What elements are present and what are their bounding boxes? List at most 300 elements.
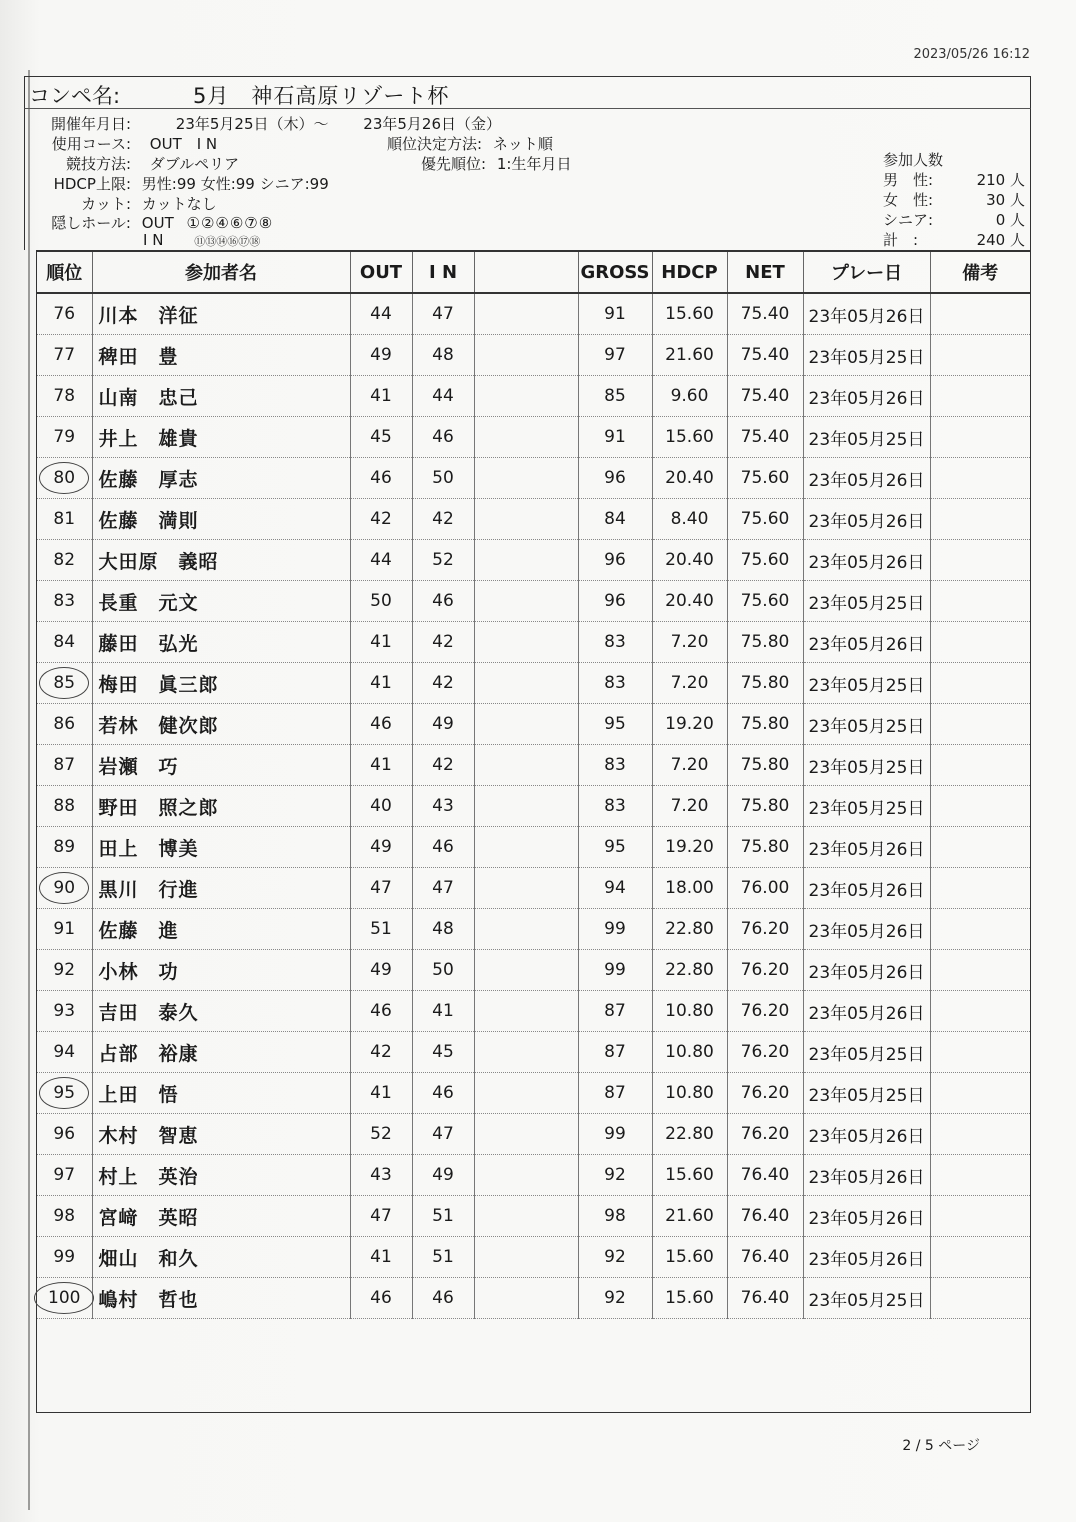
blank-cell	[474, 499, 578, 540]
play-date: 23年05月25日	[803, 1278, 930, 1319]
out-score: 44	[350, 293, 412, 335]
gross-score: 92	[578, 1155, 652, 1196]
blank-cell	[474, 458, 578, 499]
participant-name: 岩瀬 巧	[92, 745, 350, 786]
blank-cell	[474, 1155, 578, 1196]
blank-cell	[474, 868, 578, 909]
rank-number: 96	[53, 1124, 76, 1144]
gross-score: 96	[578, 581, 652, 622]
participant-name: 若林 健次郎	[92, 704, 350, 745]
blank-cell	[474, 786, 578, 827]
in-score: 42	[412, 745, 474, 786]
play-date: 23年05月26日	[803, 827, 930, 868]
circled-rank: 85	[47, 671, 81, 695]
participant-name: 占部 裕康	[92, 1032, 350, 1073]
blank-cell	[474, 704, 578, 745]
hdcp-value: 10.80	[652, 1073, 727, 1114]
in-score: 49	[412, 1155, 474, 1196]
remarks-cell	[930, 704, 1030, 745]
count-male-label: 男 性:	[883, 171, 934, 189]
cut-row	[29, 193, 217, 214]
net-score: 76.00	[727, 868, 803, 909]
play-date: 23年05月25日	[803, 745, 930, 786]
in-score: 49	[412, 704, 474, 745]
participant-name: 川本 洋征	[92, 293, 350, 335]
dates-row	[29, 113, 501, 134]
table-row	[37, 540, 1030, 581]
in-score: 47	[412, 293, 474, 335]
rank-cell	[37, 745, 92, 786]
hidden-in-label: I N	[143, 231, 164, 249]
rank-cell	[37, 1155, 92, 1196]
hdcp-value: 8.40	[652, 499, 727, 540]
rank-cell	[37, 1073, 92, 1114]
remarks-cell	[930, 745, 1030, 786]
hdcp-value: 18.00	[652, 868, 727, 909]
table-row	[37, 1196, 1030, 1237]
in-score: 42	[412, 499, 474, 540]
rank-cell	[37, 991, 92, 1032]
table-row	[37, 458, 1030, 499]
header-remarks: 備考	[930, 252, 1030, 293]
out-score: 49	[350, 827, 412, 868]
participant-name: 吉田 泰久	[92, 991, 350, 1032]
in-score: 43	[412, 786, 474, 827]
out-score: 46	[350, 1278, 412, 1319]
remarks-cell	[930, 417, 1030, 458]
header-net: NET	[727, 252, 803, 293]
rank-cell	[37, 499, 92, 540]
hdcp-value: 19.20	[652, 827, 727, 868]
rank-cell	[37, 786, 92, 827]
binding-edge	[28, 70, 30, 1510]
remarks-cell	[930, 909, 1030, 950]
in-score: 46	[412, 1073, 474, 1114]
count-senior-value: 0 人	[995, 211, 1025, 229]
rank-number: 83	[53, 591, 76, 611]
gross-score: 92	[578, 1278, 652, 1319]
gross-score: 98	[578, 1196, 652, 1237]
header-rank: 順位	[37, 252, 92, 293]
gross-score: 96	[578, 458, 652, 499]
net-score: 76.20	[727, 1073, 803, 1114]
participant-name: 井上 雄貴	[92, 417, 350, 458]
out-score: 49	[350, 335, 412, 376]
play-date: 23年05月26日	[803, 991, 930, 1032]
table-row	[37, 1032, 1030, 1073]
remarks-cell	[930, 663, 1030, 704]
in-score: 48	[412, 335, 474, 376]
play-date: 23年05月26日	[803, 622, 930, 663]
table-row	[37, 1237, 1030, 1278]
header-play-date: プレー日	[803, 252, 930, 293]
in-score: 51	[412, 1196, 474, 1237]
table-row	[37, 499, 1030, 540]
play-date: 23年05月26日	[803, 950, 930, 991]
table-row	[37, 950, 1030, 991]
net-score: 76.20	[727, 909, 803, 950]
remarks-cell	[930, 499, 1030, 540]
hidden-in-row	[143, 231, 260, 249]
in-score: 52	[412, 540, 474, 581]
hdcp-value: 15.60	[652, 293, 727, 335]
hdcp-value: 15.60	[652, 417, 727, 458]
net-score: 75.80	[727, 745, 803, 786]
out-score: 47	[350, 1196, 412, 1237]
out-score: 42	[350, 499, 412, 540]
hdcp-value: 15.60	[652, 1278, 727, 1319]
participant-name: 小林 功	[92, 950, 350, 991]
rank-cell	[37, 458, 92, 499]
gross-score: 87	[578, 991, 652, 1032]
gross-score: 83	[578, 786, 652, 827]
hdcp-value: 15.60	[652, 1237, 727, 1278]
net-score: 76.40	[727, 1278, 803, 1319]
remarks-cell	[930, 868, 1030, 909]
play-date: 23年05月26日	[803, 1196, 930, 1237]
out-score: 50	[350, 581, 412, 622]
out-score: 51	[350, 909, 412, 950]
hidden-out-holes: ①②④⑥⑦⑧	[186, 214, 274, 232]
participant-name: 田上 博美	[92, 827, 350, 868]
play-date: 23年05月25日	[803, 1073, 930, 1114]
remarks-cell	[930, 1032, 1030, 1073]
rank-cell	[37, 417, 92, 458]
hdcp-value: 7.20	[652, 786, 727, 827]
rank-cell	[37, 1278, 92, 1319]
hdcp-value: 15.60	[652, 1155, 727, 1196]
participant-name: 黒川 行進	[92, 868, 350, 909]
count-male-value: 210 人	[976, 171, 1025, 189]
play-date: 23年05月26日	[803, 909, 930, 950]
table-header-row	[37, 252, 1030, 293]
net-score: 75.40	[727, 335, 803, 376]
rank-number: 98	[53, 1206, 76, 1226]
gross-score: 87	[578, 1073, 652, 1114]
rank-number: 93	[53, 1001, 76, 1021]
out-score: 46	[350, 458, 412, 499]
hdcp-value: 20.40	[652, 581, 727, 622]
hdcp-value: 7.20	[652, 663, 727, 704]
hdcp-label: HDCP上限:	[53, 175, 131, 193]
remarks-cell	[930, 376, 1030, 417]
page-number: 2 / 5 ページ	[902, 1438, 980, 1454]
net-score: 75.60	[727, 458, 803, 499]
rank-number: 77	[53, 345, 76, 365]
net-score: 75.80	[727, 827, 803, 868]
circled-rank: 80	[47, 466, 81, 490]
gross-score: 92	[578, 1237, 652, 1278]
competition-label: コンペ名:	[29, 84, 121, 108]
table-row	[37, 1278, 1030, 1319]
participant-name: 藤田 弘光	[92, 622, 350, 663]
rank-number: 99	[53, 1247, 76, 1267]
table-row	[37, 622, 1030, 663]
play-date: 23年05月25日	[803, 335, 930, 376]
remarks-cell	[930, 991, 1030, 1032]
rank-cell	[37, 376, 92, 417]
participant-name: 佐藤 進	[92, 909, 350, 950]
out-score: 46	[350, 704, 412, 745]
play-date: 23年05月25日	[803, 663, 930, 704]
rank-cell	[37, 622, 92, 663]
play-date: 23年05月25日	[803, 1032, 930, 1073]
table-row	[37, 786, 1030, 827]
rank-number: 94	[53, 1042, 76, 1062]
rank-cell	[37, 581, 92, 622]
count-total-value: 240 人	[976, 231, 1025, 249]
play-date: 23年05月26日	[803, 376, 930, 417]
print-timestamp: 2023/05/26 16:12	[913, 47, 1030, 62]
gross-score: 84	[578, 499, 652, 540]
out-score: 40	[350, 786, 412, 827]
header-gross: GROSS	[578, 252, 652, 293]
play-date: 23年05月25日	[803, 581, 930, 622]
in-score: 42	[412, 663, 474, 704]
competition-info	[24, 108, 1031, 250]
net-score: 76.40	[727, 1237, 803, 1278]
play-date: 23年05月26日	[803, 540, 930, 581]
hdcp-value: 21.60	[652, 1196, 727, 1237]
in-score: 48	[412, 909, 474, 950]
dates-from: 23年5月25日（木）～	[175, 115, 329, 133]
gross-score: 85	[578, 376, 652, 417]
blank-cell	[474, 950, 578, 991]
remarks-cell	[930, 540, 1030, 581]
rank-number: 89	[53, 837, 76, 857]
participant-name: 村上 英治	[92, 1155, 350, 1196]
results-table	[37, 252, 1030, 1319]
rank-number: 82	[53, 550, 76, 570]
net-score: 75.60	[727, 499, 803, 540]
rank-cell	[37, 1196, 92, 1237]
hidden-holes-label: 隠しホール:	[51, 214, 131, 232]
rank-cell	[37, 1237, 92, 1278]
header-in: I N	[412, 252, 474, 293]
net-score: 75.80	[727, 704, 803, 745]
net-score: 75.80	[727, 663, 803, 704]
out-score: 52	[350, 1114, 412, 1155]
out-score: 46	[350, 991, 412, 1032]
in-score: 51	[412, 1237, 474, 1278]
in-score: 41	[412, 991, 474, 1032]
in-score: 46	[412, 1278, 474, 1319]
blank-cell	[474, 417, 578, 458]
remarks-cell	[930, 1237, 1030, 1278]
blank-cell	[474, 335, 578, 376]
rank-number: 81	[53, 509, 76, 529]
in-score: 46	[412, 581, 474, 622]
remarks-cell	[930, 950, 1030, 991]
participant-name: 上田 悟	[92, 1073, 350, 1114]
circled-rank: 90	[47, 876, 81, 900]
remarks-cell	[930, 1278, 1030, 1319]
rank-number: 79	[53, 427, 76, 447]
gross-score: 99	[578, 950, 652, 991]
participant-name: 木村 智恵	[92, 1114, 350, 1155]
net-score: 75.40	[727, 376, 803, 417]
table-row	[37, 745, 1030, 786]
rank-number: 91	[53, 919, 76, 939]
count-total-label: 計 :	[883, 231, 919, 249]
participant-name: 佐藤 厚志	[92, 458, 350, 499]
hdcp-value: 9.60	[652, 376, 727, 417]
out-score: 44	[350, 540, 412, 581]
hdcp-value: 7.20	[652, 622, 727, 663]
blank-cell	[474, 293, 578, 335]
gross-score: 83	[578, 745, 652, 786]
net-score: 75.60	[727, 581, 803, 622]
play-date: 23年05月26日	[803, 868, 930, 909]
table-row	[37, 827, 1030, 868]
priority-row	[421, 153, 571, 174]
hidden-holes-row	[29, 212, 273, 233]
participant-name: 宮﨑 英昭	[92, 1196, 350, 1237]
play-date: 23年05月26日	[803, 499, 930, 540]
hidden-in-holes: ⑪⑬⑭⑯⑰⑱	[194, 235, 261, 248]
remarks-cell	[930, 1073, 1030, 1114]
rank-cell	[37, 704, 92, 745]
out-score: 41	[350, 1237, 412, 1278]
out-score: 41	[350, 376, 412, 417]
method-row	[29, 153, 239, 174]
remarks-cell	[930, 786, 1030, 827]
in-score: 42	[412, 622, 474, 663]
participant-name: 山南 忠己	[92, 376, 350, 417]
hdcp-value: 22.80	[652, 1114, 727, 1155]
play-date: 23年05月26日	[803, 1114, 930, 1155]
hdcp-value: 19.20	[652, 704, 727, 745]
rank-cell	[37, 663, 92, 704]
gross-score: 99	[578, 1114, 652, 1155]
gross-score: 96	[578, 540, 652, 581]
ranking-value: ネット順	[492, 135, 553, 153]
out-score: 41	[350, 745, 412, 786]
out-score: 43	[350, 1155, 412, 1196]
out-score: 49	[350, 950, 412, 991]
play-date: 23年05月25日	[803, 704, 930, 745]
in-score: 45	[412, 1032, 474, 1073]
dates-label: 開催年月日:	[50, 115, 131, 133]
blank-cell	[474, 376, 578, 417]
table-body	[37, 293, 1030, 1319]
participant-name: 佐藤 満則	[92, 499, 350, 540]
rank-cell	[37, 293, 92, 335]
table-row	[37, 417, 1030, 458]
rank-cell	[37, 909, 92, 950]
participant-name: 大田原 義昭	[92, 540, 350, 581]
table-row	[37, 1114, 1030, 1155]
gross-score: 87	[578, 1032, 652, 1073]
rank-number: 97	[53, 1165, 76, 1185]
count-female-value: 30 人	[986, 191, 1025, 209]
rank-number: 78	[53, 386, 76, 406]
header-hdcp: HDCP	[652, 252, 727, 293]
hdcp-value: 20.40	[652, 540, 727, 581]
rank-cell	[37, 827, 92, 868]
blank-cell	[474, 1278, 578, 1319]
in-score: 47	[412, 1114, 474, 1155]
gross-score: 99	[578, 909, 652, 950]
table-row	[37, 1073, 1030, 1114]
blank-cell	[474, 1196, 578, 1237]
table-row	[37, 991, 1030, 1032]
table-row	[37, 1155, 1030, 1196]
header-out: OUT	[350, 252, 412, 293]
gross-score: 91	[578, 293, 652, 335]
course-value: OUT I N	[149, 135, 218, 153]
remarks-cell	[930, 458, 1030, 499]
blank-cell	[474, 1237, 578, 1278]
priority-label: 優先順位:	[421, 155, 487, 173]
rank-cell	[37, 868, 92, 909]
hdcp-value: 22.80	[652, 909, 727, 950]
gross-score: 83	[578, 663, 652, 704]
remarks-cell	[930, 581, 1030, 622]
hdcp-value: 10.80	[652, 1032, 727, 1073]
blank-cell	[474, 540, 578, 581]
rank-cell	[37, 950, 92, 991]
play-date: 23年05月25日	[803, 417, 930, 458]
competition-title-box	[24, 76, 1031, 108]
net-score: 75.40	[727, 293, 803, 335]
gross-score: 95	[578, 827, 652, 868]
header-name: 参加者名	[92, 252, 350, 293]
play-date: 23年05月25日	[803, 786, 930, 827]
remarks-cell	[930, 293, 1030, 335]
results-table-frame	[36, 250, 1031, 1413]
participant-name: 長重 元文	[92, 581, 350, 622]
net-score: 76.40	[727, 1196, 803, 1237]
header-blank	[474, 252, 578, 293]
play-date: 23年05月26日	[803, 1237, 930, 1278]
blank-cell	[474, 1114, 578, 1155]
gross-score: 91	[578, 417, 652, 458]
circled-rank: 95	[47, 1081, 81, 1105]
competition-name: 5月 神石高原リゾート杯	[193, 84, 450, 108]
net-score: 75.60	[727, 540, 803, 581]
rank-cell	[37, 335, 92, 376]
hidden-out-label: OUT	[141, 214, 174, 232]
gross-score: 97	[578, 335, 652, 376]
rank-number: 86	[53, 714, 76, 734]
method-value: ダブルペリア	[149, 155, 240, 173]
out-score: 45	[350, 417, 412, 458]
blank-cell	[474, 909, 578, 950]
hdcp-value: 7.20	[652, 745, 727, 786]
blank-cell	[474, 991, 578, 1032]
remarks-cell	[930, 335, 1030, 376]
remarks-cell	[930, 1155, 1030, 1196]
participant-name: 梅田 眞三郎	[92, 663, 350, 704]
table-row	[37, 704, 1030, 745]
gross-score: 95	[578, 704, 652, 745]
out-score: 41	[350, 663, 412, 704]
out-score: 41	[350, 1073, 412, 1114]
hdcp-value: 21.60	[652, 335, 727, 376]
course-label: 使用コース:	[51, 135, 131, 153]
blank-cell	[474, 1073, 578, 1114]
in-score: 46	[412, 827, 474, 868]
priority-value: 1:生年月日	[496, 155, 572, 173]
circled-rank: 100	[42, 1286, 86, 1310]
net-score: 76.20	[727, 1032, 803, 1073]
table-row	[37, 293, 1030, 335]
rank-number: 88	[53, 796, 76, 816]
rank-number: 92	[53, 960, 76, 980]
rank-number: 87	[53, 755, 76, 775]
net-score: 76.40	[727, 1155, 803, 1196]
